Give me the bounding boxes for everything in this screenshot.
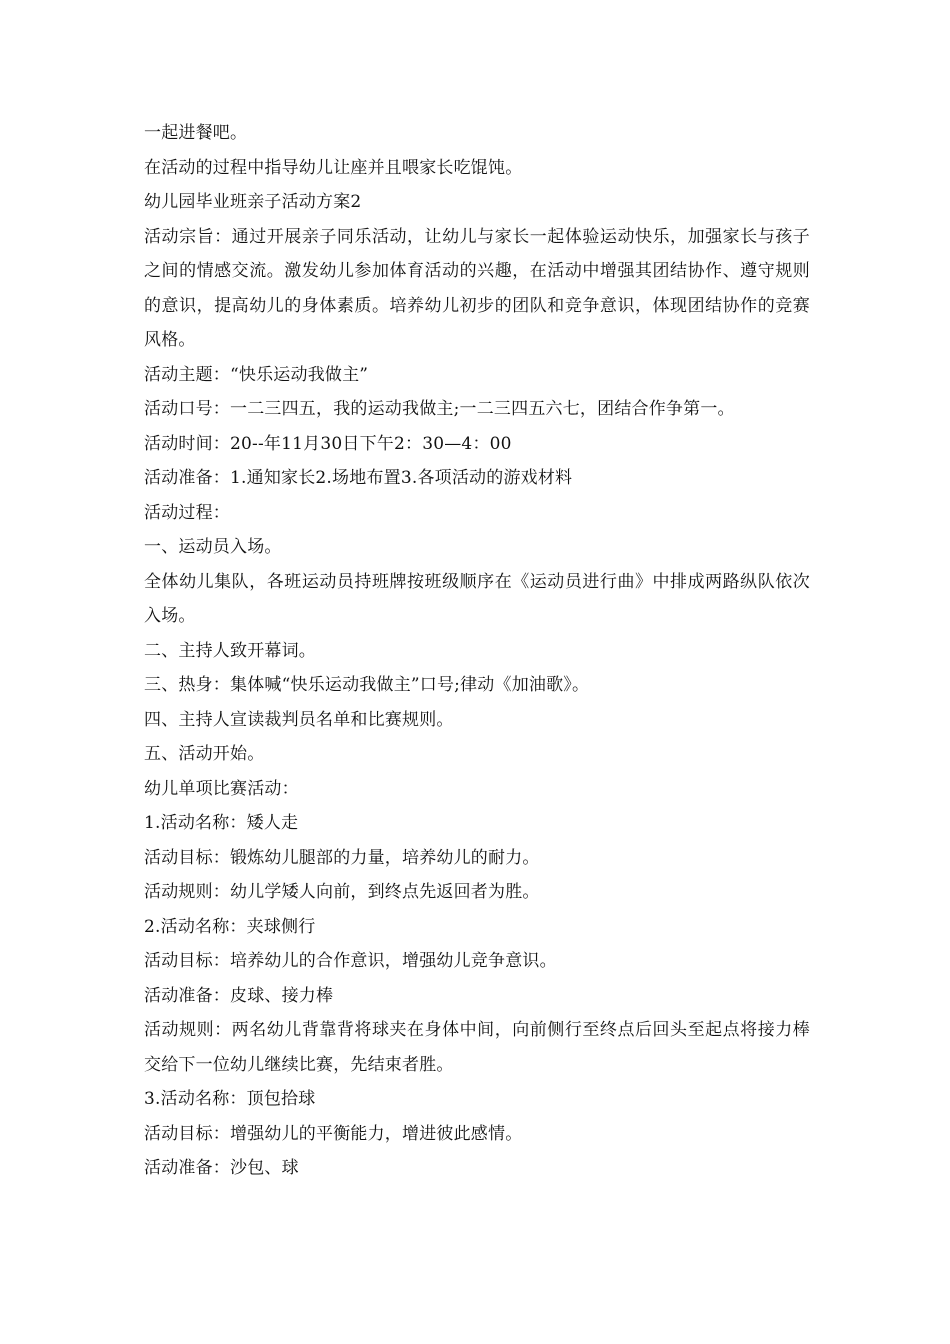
section-heading: 幼儿园毕业班亲子活动方案2	[144, 192, 362, 212]
paragraph: 一起进餐吧。	[144, 123, 248, 143]
paragraph: 1.活动名称：矮人走	[144, 813, 299, 833]
paragraph: 二、主持人致开幕词。	[144, 640, 316, 661]
paragraph: 活动准备：沙包、球	[144, 1158, 299, 1178]
paragraph: 活动目标：培养幼儿的合作意识，增强幼儿竞争意识。	[144, 951, 557, 971]
paragraph: 活动目标：增强幼儿的平衡能力，增进彼此感情。	[144, 1123, 523, 1144]
paragraph: 2.活动名称：夹球侧行	[144, 916, 316, 937]
paragraph: 活动过程：	[144, 502, 230, 523]
paragraph: 三、热身：集体喊“快乐运动我做主”口号;律动《加油歌》。	[144, 675, 590, 695]
paragraph: 活动准备：皮球、接力棒	[144, 985, 334, 1006]
paragraph: 全体幼儿集队，各班运动员持班牌按班级顺序在《运动员进行曲》中排成两路纵队依次入场。	[144, 571, 810, 626]
paragraph: 五、活动开始。	[144, 744, 265, 764]
paragraph: 3.活动名称：顶包拾球	[144, 1089, 316, 1109]
paragraph: 活动准备：1.通知家长2.场地布置3.各项活动的游戏材料	[144, 468, 573, 488]
document-page	[144, 116, 810, 1186]
paragraph: 活动规则：幼儿学矮人向前，到终点先返回者为胜。	[144, 882, 540, 902]
paragraph: 四、主持人宣读裁判员名单和比赛规则。	[144, 709, 454, 730]
paragraph: 在活动的过程中指导幼儿让座并且喂家长吃馄饨。	[144, 157, 523, 178]
paragraph: 活动主题：“快乐运动我做主”	[144, 364, 369, 385]
paragraph: 幼儿单项比赛活动：	[144, 778, 299, 799]
paragraph: 活动口号：一二三四五，我的运动我做主;一二三四五六七，团结合作争第一。	[144, 399, 735, 419]
paragraph: 一、运动员入场。	[144, 537, 282, 557]
paragraph: 活动时间：20--年11月30日下午2：30—4：00	[144, 433, 512, 454]
paragraph: 活动目标：锻炼幼儿腿部的力量，培养幼儿的耐力。	[144, 847, 540, 868]
paragraph: 活动宗旨：通过开展亲子同乐活动，让幼儿与家长一起体验运动快乐，加强家长与孩子之间的情感交流。激发幼儿参加体育活动的兴趣，在活动中增强其团结协作、遵守规则的意识，提高幼儿的身体素质。培养幼儿初步的团队和竞争意识，体现团结协作的竞赛风格。	[144, 226, 810, 350]
paragraph: 活动规则：两名幼儿背靠背将球夹在身体中间，向前侧行至终点后回头至起点将接力棒交给下一位幼儿继续比赛，先结束者胜。	[144, 1020, 810, 1075]
